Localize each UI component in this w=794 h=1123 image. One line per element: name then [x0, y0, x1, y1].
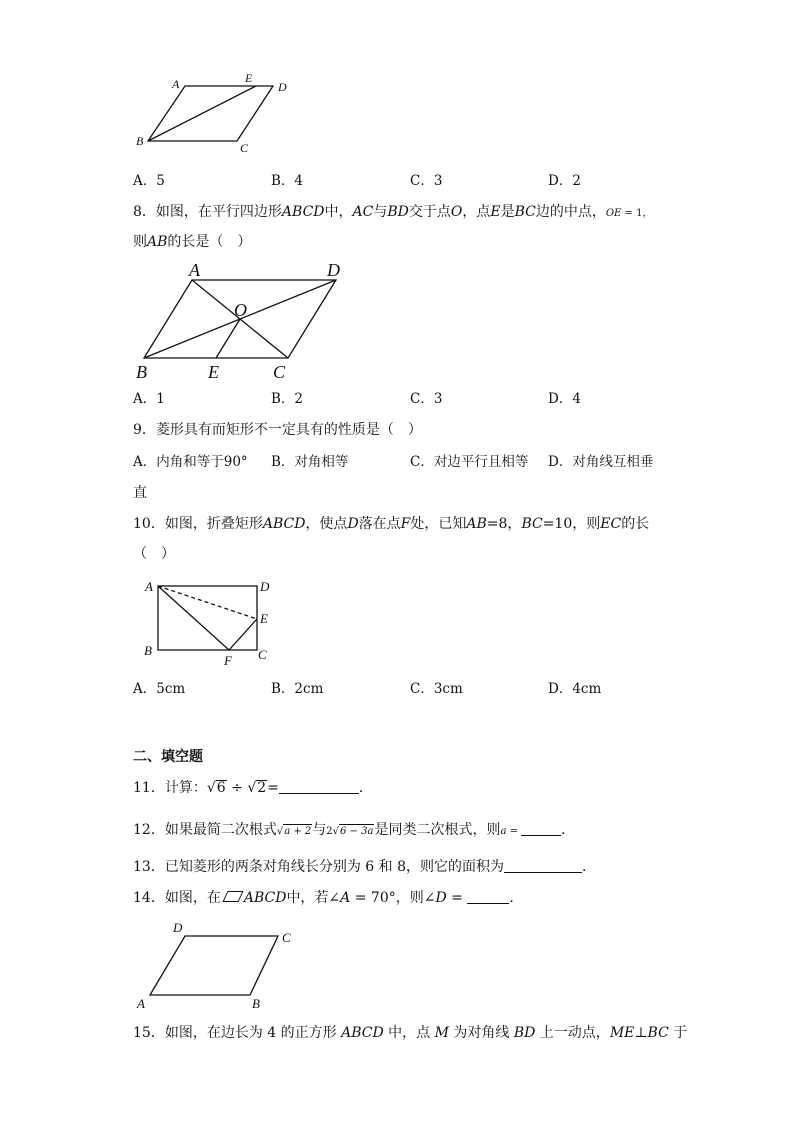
q11-prefix: 11．计算：	[133, 780, 207, 796]
q8-label-d: D	[327, 260, 340, 280]
q8-option-a[interactable]: A．1	[133, 391, 165, 407]
q7-label-e: E	[245, 71, 253, 85]
q8-ac: AC	[352, 204, 374, 220]
q15-bc: BC	[647, 1025, 669, 1041]
q11-radicand-2: 2	[257, 780, 267, 796]
q10-label-f: F	[224, 653, 232, 668]
q8-label-a: A	[189, 260, 200, 280]
q10-text-2: ，使点	[305, 516, 348, 532]
q8-text-6: 是	[500, 204, 515, 220]
q10-bc: BC	[521, 516, 543, 532]
q11-radicand-1: 6	[216, 780, 226, 796]
q7-label-a: A	[172, 77, 180, 91]
q15-text-1: 15．如图，在边长为 4 的正方形	[133, 1025, 342, 1041]
q8-text-5: ，点	[462, 204, 491, 220]
q8-text-9: 的长是（ ）	[167, 234, 252, 250]
q14-abcd: ABCD	[243, 890, 287, 906]
q10-bc-value: =10，则	[542, 516, 601, 532]
q14-end: ．	[509, 890, 524, 906]
q8-option-b[interactable]: B．2	[271, 391, 304, 407]
q15-m: M	[434, 1025, 449, 1041]
section-heading-fill-blank: 二、填空题	[133, 749, 203, 765]
q15-perp: ⊥	[634, 1025, 648, 1041]
q9-option-b[interactable]: B．对角相等	[271, 454, 349, 470]
q10-d: D	[347, 516, 359, 532]
q10-option-d[interactable]: D．4cm	[548, 681, 602, 697]
q7-label-c: C	[240, 141, 249, 155]
q10-option-c[interactable]: C．3cm	[410, 681, 463, 697]
q7-label-d: D	[278, 80, 287, 94]
q11-sqrt-6: √6	[206, 780, 226, 796]
q10-label-b: B	[144, 643, 152, 658]
q8-e: E	[490, 204, 501, 220]
q8-text-1: 如图，在平行四边形	[155, 204, 282, 220]
q10-f: F	[400, 516, 411, 532]
q9-option-d-wrap: 直	[133, 485, 147, 501]
q8-text-7: 边的中点，	[535, 204, 606, 220]
q8-text-4: 交于点	[408, 204, 451, 220]
q12-var: a	[500, 826, 507, 837]
q8-o: O	[450, 204, 463, 220]
q14-label-c: C	[282, 930, 291, 945]
q8-option-c[interactable]: C．3	[410, 391, 443, 407]
q7-option-c[interactable]: C．3	[410, 173, 443, 189]
q8-label-c: C	[273, 362, 286, 382]
q12-end: ．	[561, 822, 576, 838]
q14-d: D	[435, 890, 447, 906]
q9-option-a[interactable]: A．内角和等于90°	[133, 454, 248, 470]
q10-text-4: 处，已知	[410, 516, 467, 532]
q13-text: 13．已知菱形的两条对角线长分别为 6 和 8，则它的面积为	[133, 859, 504, 875]
q8-bd: BD	[387, 204, 409, 220]
q14-label-b: B	[252, 996, 260, 1011]
q11-equals: =	[267, 780, 279, 796]
q11-sqrt-2: √2	[247, 780, 267, 796]
q11-divide: ÷	[226, 780, 248, 796]
q14-parallelogram	[150, 936, 278, 995]
q10-label-a: A	[145, 579, 153, 594]
q10-text-5: 的长	[621, 516, 650, 532]
q8-label-e: E	[208, 362, 219, 382]
q8-oe-value: = 1，	[621, 208, 653, 219]
q12-radicand-2: 6 − 3a	[340, 826, 374, 837]
q15-bd: BD	[513, 1025, 536, 1041]
q9-option-d[interactable]: D．对角线互相垂	[548, 454, 654, 470]
q9-stem: 9．菱形具有而矩形不一定具有的性质是（ ）	[133, 422, 422, 438]
q8-label-o: O	[234, 300, 247, 320]
q14-equals: =	[446, 890, 468, 906]
q8-label-b: B	[136, 362, 147, 382]
q10-text-3: 落在点	[358, 516, 401, 532]
q11-end: ．	[358, 780, 373, 796]
q15-text-3: 为对角线	[448, 1025, 514, 1041]
q12-radicand-1: a + 2	[284, 826, 312, 837]
q15-abcd: ABCD	[341, 1025, 384, 1041]
q12-suffix: 是同类二次根式，则	[374, 822, 501, 838]
q8-text-8: 则	[133, 234, 147, 250]
q15-stem	[133, 1023, 687, 1043]
q10-label-d: D	[260, 579, 270, 594]
q12-equals: =	[506, 826, 522, 837]
q10-paren: （ ）	[133, 546, 175, 562]
q12-sqrt-a2: √a + 2	[276, 826, 312, 837]
q8-oe: OE	[605, 208, 622, 219]
q7-option-b[interactable]: B．4	[271, 173, 304, 189]
q10-abcd: ABCD	[262, 516, 306, 532]
q14-label-d: D	[173, 920, 183, 935]
q12-coef: 2	[326, 826, 333, 837]
q8-bc: BC	[514, 204, 536, 220]
q8-ab: AB	[147, 234, 168, 250]
q15-text-2: 中，点	[383, 1025, 435, 1041]
q10-label-c: C	[258, 647, 267, 662]
q7-option-a[interactable]: A．5	[133, 173, 165, 189]
q10-label-e: E	[260, 611, 268, 626]
q10-ab: AB	[466, 516, 487, 532]
q12-sqrt-6-3a: √6 − 3a	[332, 826, 374, 837]
q9-option-c[interactable]: C．对边平行且相等	[410, 454, 529, 470]
q12-mid: 与	[312, 822, 327, 838]
q14-aval: = 70°，则∠	[350, 890, 436, 906]
q14-label-a: A	[137, 996, 145, 1011]
q8-option-d[interactable]: D．4	[548, 391, 581, 407]
q14-prefix: 14．如图，在	[133, 890, 221, 906]
q14-a: A	[340, 890, 351, 906]
q8-text-2: 中，	[324, 204, 353, 220]
q15-me: ME	[609, 1025, 635, 1041]
q12-prefix: 12．如果最简二次根式	[133, 822, 277, 838]
q10-option-a[interactable]: A．5cm	[133, 681, 186, 697]
q10-option-b[interactable]: B．2cm	[271, 681, 324, 697]
q8-text-3: 与	[373, 204, 388, 220]
q15-text-5: 于	[668, 1025, 688, 1041]
q13-end: ．	[581, 859, 596, 875]
q10-ab-value: =8，	[486, 516, 522, 532]
q8-number: 8．	[133, 204, 156, 220]
q7-option-d[interactable]: D．2	[548, 173, 581, 189]
q8-abcd: ABCD	[281, 204, 325, 220]
q14-mid: 中，若∠	[286, 890, 341, 906]
q10-text-1: 10．如图，折叠矩形	[133, 516, 263, 532]
q7-label-b: B	[136, 134, 144, 148]
q15-text-4: 上一动点，	[535, 1025, 610, 1041]
q10-ec: EC	[600, 516, 622, 532]
